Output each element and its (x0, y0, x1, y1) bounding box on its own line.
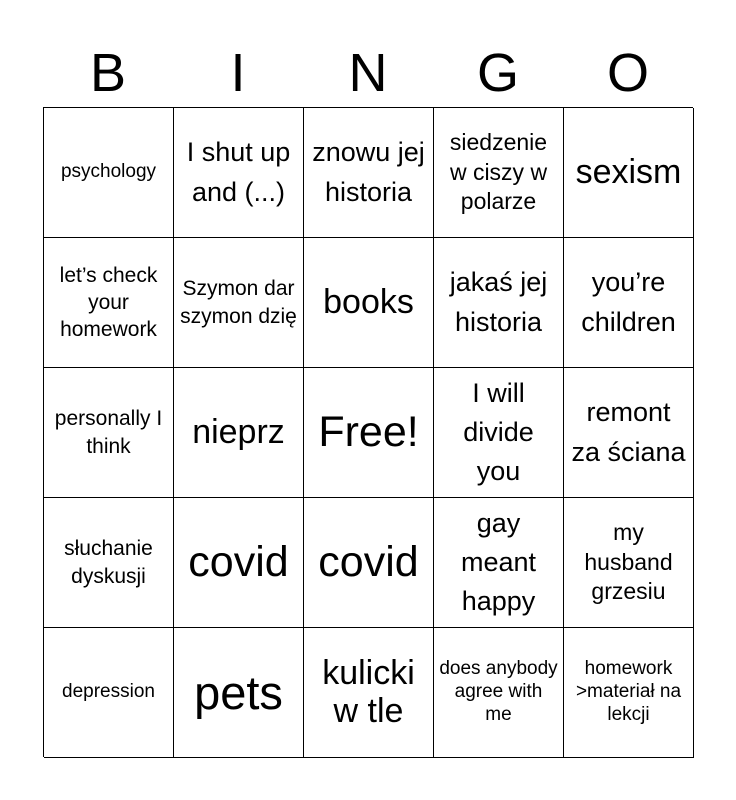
header-letter-o: O (606, 43, 649, 103)
cell-text: siedzenie w ciszy w polarze (449, 128, 548, 215)
cell-text: psychology (60, 161, 157, 183)
bingo-cell-r3c2[interactable] (174, 368, 304, 498)
bingo-cell-r2c2[interactable] (174, 238, 304, 368)
cell-text: jakaś jej historia (449, 267, 548, 337)
bingo-cell-r1c4[interactable] (434, 108, 564, 238)
cell-text: my husband grzesiu (584, 518, 673, 605)
cell-text: does anybody agree with me (439, 658, 558, 725)
header-letter-i: I (230, 43, 246, 103)
cell-text: słuchanie dyskusji (64, 537, 153, 588)
bingo-cell-r5c5[interactable] (564, 628, 694, 758)
bingo-cell-r5c1[interactable] (44, 628, 174, 758)
bingo-cell-r2c3[interactable] (304, 238, 434, 368)
header-letter-g: G (476, 43, 519, 103)
bingo-cell-r3c4[interactable] (434, 368, 564, 498)
cell-text: kulicki w tle (322, 654, 415, 730)
cell-text: I shut up and (...) (186, 137, 291, 207)
cell-text: znowu jej historia (312, 137, 425, 207)
bingo-cell-r1c2[interactable] (174, 108, 304, 238)
cell-text: sexism (575, 152, 682, 191)
bingo-cell-r5c2[interactable] (174, 628, 304, 758)
cell-text: depression (62, 681, 155, 703)
cell-text: remont za ściana (571, 397, 686, 467)
bingo-cell-r4c2[interactable] (174, 498, 304, 628)
bingo-cell-r1c5[interactable] (564, 108, 694, 238)
cell-text: books (323, 282, 414, 321)
cell-text: Szymon dar szymon dzię (180, 277, 297, 328)
cell-text: covid (318, 537, 419, 586)
cell-text: personally I think (54, 407, 163, 458)
bingo-header (43, 40, 693, 106)
bingo-cell-r3c5[interactable] (564, 368, 694, 498)
cell-text: covid (188, 537, 289, 586)
bingo-cell-r1c3[interactable] (304, 108, 434, 238)
cell-text: homework >materiał na lekcji (575, 658, 682, 725)
bingo-cell-r2c5[interactable] (564, 238, 694, 368)
bingo-cell-r4c5[interactable] (564, 498, 694, 628)
cell-text: let’s check your homework (59, 263, 158, 342)
bingo-cell-r4c1[interactable] (44, 498, 174, 628)
header-letter-n: N (348, 43, 388, 103)
bingo-cell-r1c1[interactable] (44, 108, 174, 238)
header-letter-b: B (89, 43, 127, 103)
bingo-cell-r2c1[interactable] (44, 238, 174, 368)
bingo-cell-r2c4[interactable] (434, 238, 564, 368)
cell-text: you’re children (581, 267, 676, 337)
bingo-cell-r4c3[interactable] (304, 498, 434, 628)
cell-text: nieprz (192, 412, 285, 451)
cell-text: I will divide you (463, 377, 534, 487)
bingo-board (43, 107, 693, 757)
bingo-cell-r3c3-free[interactable] (304, 368, 434, 498)
cell-text: pets (194, 665, 283, 719)
cell-text: gay meant happy (460, 507, 537, 617)
bingo-cell-r4c4[interactable] (434, 498, 564, 628)
free-space-text: Free! (318, 407, 419, 456)
bingo-cell-r5c4[interactable] (434, 628, 564, 758)
bingo-cell-r3c1[interactable] (44, 368, 174, 498)
bingo-cell-r5c3[interactable] (304, 628, 434, 758)
